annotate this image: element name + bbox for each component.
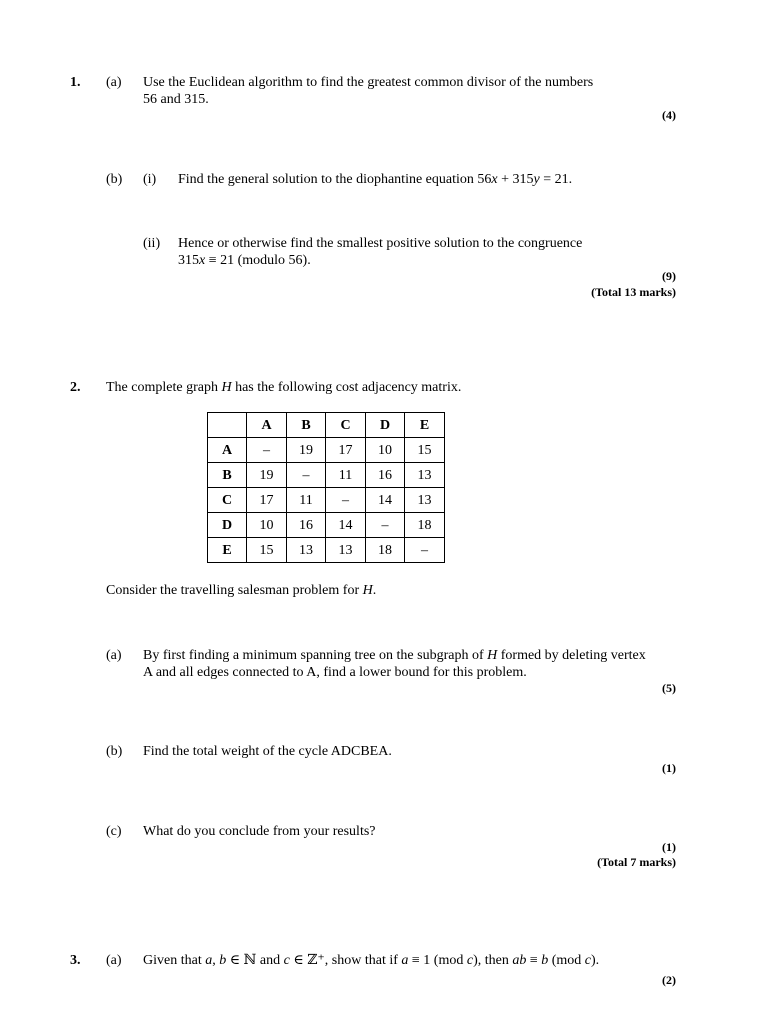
question-3-number: 3. <box>70 953 81 968</box>
q1a-label: (a) <box>106 75 122 90</box>
q2a-label: (a) <box>106 648 122 663</box>
q1b-ii-label: (ii) <box>143 236 161 251</box>
table-cell: 10 <box>247 513 287 538</box>
header-cell <box>208 413 247 438</box>
table-cell: 11 <box>326 463 366 488</box>
q2a-line2: A and all edges connected to A, find a lower bound for this problem. <box>143 665 527 680</box>
q1b-ii-post: ≡ 21 (modulo 56). <box>205 253 311 268</box>
q3a-label: (a) <box>106 953 122 968</box>
q2-consider-post: . <box>372 583 377 598</box>
table-row <box>208 538 445 563</box>
q2-consider-text <box>106 582 376 599</box>
table-cell: 17 <box>326 438 366 463</box>
q2b-label: (b) <box>106 744 123 759</box>
table-cell: 15 <box>247 538 287 563</box>
q3a-text <box>143 952 599 969</box>
q2a-line1 <box>143 647 646 664</box>
q1b-i-mid: + 315 <box>497 172 534 187</box>
table-cell: – <box>287 463 326 488</box>
q2c-label: (c) <box>106 824 122 839</box>
row-header-cell: D <box>208 513 247 538</box>
table-cell: 18 <box>405 513 445 538</box>
q1b-i-pre: Find the general solution to the diophantine equation 56 <box>178 172 492 187</box>
table-cell: 13 <box>405 488 445 513</box>
q1b-i-post: = 21. <box>539 172 573 187</box>
question-2-number: 2. <box>70 380 81 395</box>
q3a-marks: (2) <box>662 973 676 987</box>
var-c: c <box>584 953 592 968</box>
q2c-marks: (1) <box>662 840 676 854</box>
table-cell: 10 <box>366 438 405 463</box>
table-cell: 19 <box>287 438 326 463</box>
q2-intro <box>106 379 461 396</box>
row-header-cell: C <box>208 488 247 513</box>
var-x: x <box>491 172 498 187</box>
table-header-row <box>208 413 445 438</box>
q2-intro-post: has the following cost adjacency matrix. <box>231 380 462 395</box>
q1-total-marks: (Total 13 marks) <box>591 285 676 299</box>
table-cell: 19 <box>247 463 287 488</box>
var-H: H <box>362 583 373 598</box>
q1a-marks: (4) <box>662 108 676 122</box>
table-cell: – <box>366 513 405 538</box>
table-row <box>208 463 445 488</box>
q3a-t8: (mod <box>548 953 585 968</box>
table-cell: 13 <box>287 538 326 563</box>
q2-intro-pre: The complete graph <box>106 380 222 395</box>
var-y: y <box>533 172 540 187</box>
table-cell: – <box>405 538 445 563</box>
var-a: a <box>401 953 409 968</box>
table-cell: 17 <box>247 488 287 513</box>
q3a-t9: ). <box>591 953 600 968</box>
var-x: x <box>199 253 206 268</box>
q2a-line1-post: formed by deleting vertex <box>497 648 646 663</box>
q2b-marks: (1) <box>662 761 676 775</box>
table-row <box>208 438 445 463</box>
q3a-t5: ≡ 1 (mod <box>408 953 467 968</box>
row-header-cell: B <box>208 463 247 488</box>
var-ab: ab <box>512 953 527 968</box>
q1b-i-text <box>178 171 572 188</box>
q1b-ii-pre: 315 <box>178 253 199 268</box>
header-cell: D <box>366 413 405 438</box>
var-c: c <box>283 953 290 968</box>
q2a-marks: (5) <box>662 681 676 695</box>
q1b-label: (b) <box>106 172 123 187</box>
table-cell: – <box>326 488 366 513</box>
header-cell: B <box>287 413 326 438</box>
table-cell: – <box>247 438 287 463</box>
table-row <box>208 513 445 538</box>
cost-adjacency-matrix <box>207 412 445 563</box>
var-H: H <box>487 648 498 663</box>
q2c-text: What do you conclude from your results? <box>143 824 376 839</box>
var-H: H <box>221 380 232 395</box>
q2-consider-pre: Consider the travelling salesman problem for <box>106 583 363 598</box>
table-cell: 18 <box>366 538 405 563</box>
table-cell: 11 <box>287 488 326 513</box>
q2b-text: Find the total weight of the cycle ADCBEA. <box>143 744 392 759</box>
table-cell: 16 <box>287 513 326 538</box>
q3a-t1: Given that <box>143 953 206 968</box>
table-cell: 13 <box>326 538 366 563</box>
q1a-line1: Use the Euclidean algorithm to find the greatest common divisor of the numbers <box>143 75 594 90</box>
question-1-number: 1. <box>70 75 81 90</box>
q3a-t7: ≡ <box>526 953 542 968</box>
q1a-line2: 56 and 315. <box>143 92 209 107</box>
q3a-t3: ∈ ℕ and <box>226 953 284 968</box>
q3a-t4: ∈ ℤ⁺, show that if <box>289 953 402 968</box>
var-b: b <box>219 953 227 968</box>
row-header-cell: A <box>208 438 247 463</box>
q1b-ii-line2 <box>178 252 311 269</box>
table-cell: 16 <box>366 463 405 488</box>
table-row <box>208 488 445 513</box>
q1b-ii-line1: Hence or otherwise find the smallest positive solution to the congruence <box>178 236 583 251</box>
q1b-marks: (9) <box>662 269 676 283</box>
table-cell: 14 <box>326 513 366 538</box>
q2-total-marks: (Total 7 marks) <box>597 855 676 869</box>
var-b: b <box>541 953 549 968</box>
row-header-cell: E <box>208 538 247 563</box>
table-cell: 13 <box>405 463 445 488</box>
q3a-t2: , <box>212 953 220 968</box>
q1b-i-label: (i) <box>143 172 157 187</box>
q2a-line1-pre: By first finding a minimum spanning tree on the subgraph of <box>143 648 488 663</box>
q3a-t6: ), then <box>473 953 513 968</box>
var-a: a <box>205 953 213 968</box>
header-cell: C <box>326 413 366 438</box>
table-cell: 15 <box>405 438 445 463</box>
var-c: c <box>466 953 474 968</box>
header-cell: E <box>405 413 445 438</box>
table-cell: 14 <box>366 488 405 513</box>
header-cell: A <box>247 413 287 438</box>
